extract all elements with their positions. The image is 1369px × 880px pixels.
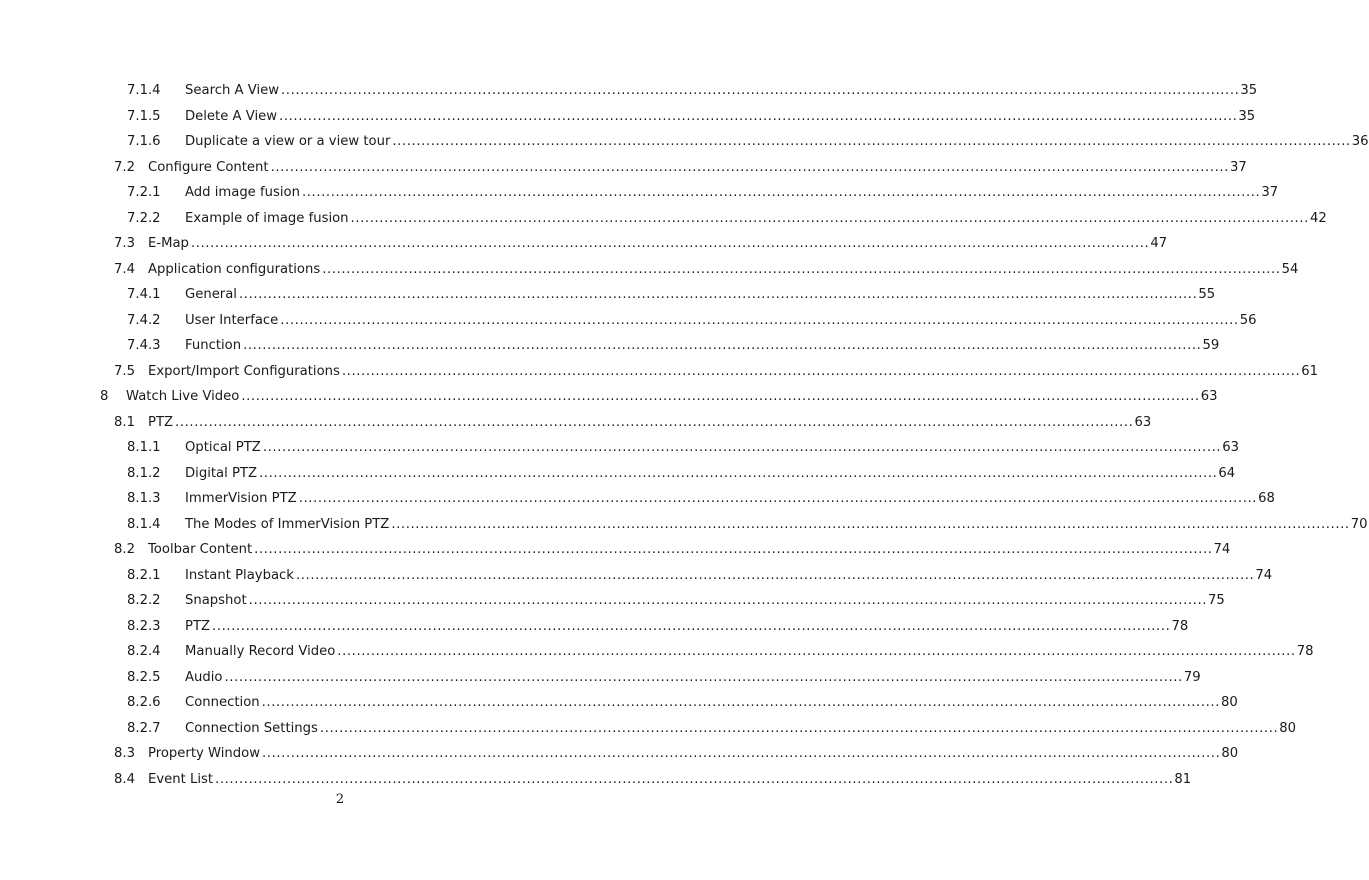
toc-entry-title[interactable]: Export/Import Configurations [148,363,340,379]
toc-dot-leader: ........................................................................................................................................................................................................ [261,695,1221,710]
toc-entry[interactable] [0,129,1369,155]
toc-entry-title[interactable]: Duplicate a view or a view tour [185,134,391,149]
toc-entry[interactable] [0,257,1299,283]
toc-entry-number: 7.1.5 [127,108,161,124]
toc-entry-number: 7.3 [114,236,135,251]
toc-entry-line[interactable] [185,333,1220,359]
toc-dot-leader: ........................................................................................................................................................................................................ [270,159,1229,175]
toc-entry-line[interactable] [185,180,1279,206]
toc-entry-number: 8.1.3 [127,491,161,506]
toc-entry-line[interactable] [185,716,1297,742]
toc-dot-leader: ........................................................................................................................................................................................................ [350,210,1309,226]
page-number: 2 [335,792,345,807]
toc-entry-line[interactable] [185,486,1275,512]
toc-entry-number: 7.5 [114,363,135,379]
toc-entry[interactable] [0,435,1239,461]
toc-dot-leader: ........................................................................................................................................................................................................ [215,771,1174,787]
toc-entry-page: 47 [1150,236,1168,251]
toc-entry-line[interactable] [185,129,1369,155]
toc-entry-number: 8.1.4 [127,516,161,532]
table-of-contents [0,78,1369,792]
toc-entry-page: 74 [1255,567,1273,583]
toc-entry[interactable] [0,104,1256,130]
toc-entry-title[interactable]: PTZ [185,618,211,634]
toc-dot-leader: ........................................................................................................................................................................................................ [212,618,1171,634]
toc-entry-line[interactable] [185,104,1256,130]
toc-dot-leader: ........................................................................................................................................................................................................ [319,720,1279,736]
toc-entry-line[interactable] [185,206,1327,232]
toc-entry-page: 42 [1309,210,1327,226]
toc-entry-title[interactable]: Snapshot [185,593,247,608]
toc-entry-title[interactable]: Toolbar Content [148,542,253,557]
toc-entry-line[interactable] [185,665,1201,691]
toc-dot-leader: ........................................................................................................................................................................................................ [238,287,1198,302]
toc-entry-number: 8.1.2 [127,465,161,481]
toc-dot-leader: ........................................................................................................................................................................................................ [301,185,1261,200]
toc-entry-line[interactable] [185,639,1314,665]
toc-entry[interactable] [0,767,1192,793]
toc-entry-page: 78 [1296,644,1314,659]
toc-entry-title[interactable]: Instant Playback [185,567,294,583]
toc-entry-line[interactable] [126,384,1218,410]
toc-entry-title[interactable]: Function [185,338,242,353]
toc-entry-line[interactable] [185,78,1258,104]
toc-entry-page: 64 [1218,465,1236,481]
toc-entry[interactable] [0,614,1189,640]
toc-entry[interactable] [0,359,1319,385]
toc-dot-leader: ........................................................................................................................................................................................................ [391,516,1350,532]
toc-entry-page: 35 [1238,108,1256,124]
toc-entry-title[interactable]: Delete A View [185,108,278,124]
toc-entry-number: 8.2.5 [127,669,161,685]
toc-entry[interactable] [0,206,1327,232]
toc-entry-number: 8.1 [114,414,135,430]
toc-entry-number: 7.4.2 [127,312,161,328]
toc-dot-leader: ........................................................................................................................................................................................................ [295,567,1255,583]
toc-entry-page: 79 [1183,669,1201,685]
toc-entry[interactable] [0,639,1314,665]
toc-dot-leader: ........................................................................................................................................................................................................ [190,236,1150,251]
toc-entry-title[interactable]: Add image fusion [185,185,300,200]
toc-entry-title[interactable]: E-Map [148,236,189,251]
toc-entry[interactable] [0,741,1239,767]
toc-dot-leader: ........................................................................................................................................................................................................ [298,491,1258,506]
toc-dot-leader: ........................................................................................................................................................................................................ [262,746,1221,761]
toc-dot-leader: ........................................................................................................................................................................................................ [175,414,1134,430]
toc-entry-line[interactable] [185,588,1225,614]
toc-entry-page: 78 [1171,618,1189,634]
toc-entry-page: 80 [1279,720,1297,736]
toc-entry-number: 8.3 [114,746,135,761]
toc-entry-page: 81 [1174,771,1192,787]
toc-entry-page: 37 [1229,159,1247,175]
toc-entry-title[interactable]: Example of image fusion [185,210,349,226]
toc-entry-title[interactable]: Configure Content [148,159,269,175]
toc-entry[interactable] [0,384,1218,410]
toc-entry[interactable] [0,588,1225,614]
toc-entry-line[interactable] [148,741,1239,767]
toc-entry-number: 7.4 [114,261,135,277]
toc-entry[interactable] [0,563,1273,589]
toc-entry-number: 7.4.1 [127,287,161,302]
toc-dot-leader: ........................................................................................................................................................................................................ [243,338,1202,353]
toc-entry-title[interactable]: Event List [148,771,214,787]
toc-entry-page: 70 [1350,516,1368,532]
toc-entry-page: 80 [1221,695,1238,710]
toc-entry-title[interactable]: User Interface [185,312,279,328]
toc-entry-page: 74 [1213,542,1231,557]
toc-entry-line[interactable] [148,767,1192,793]
toc-dot-leader: ........................................................................................................................................................................................................ [248,593,1208,608]
toc-entry-title[interactable]: Property Window [148,746,260,761]
toc-entry-line[interactable] [185,690,1238,716]
toc-dot-leader: ........................................................................................................................................................................................................ [262,440,1222,455]
toc-dot-leader: ........................................................................................................................................................................................................ [279,108,1238,124]
toc-entry-title[interactable]: Optical PTZ [185,440,261,455]
toc-entry-title[interactable]: Watch Live Video [126,389,240,404]
toc-entry[interactable] [0,486,1275,512]
toc-dot-leader: ........................................................................................................................................................................................................ [259,465,1218,481]
toc-entry-line[interactable] [148,231,1168,257]
toc-entry-page: 80 [1221,746,1239,761]
toc-dot-leader: ........................................................................................................................................................................................................ [392,134,1351,149]
toc-entry-line[interactable] [148,359,1319,385]
toc-entry-number: 8.4 [114,771,135,787]
toc-entry-page: 54 [1281,261,1299,277]
toc-dot-leader: ........................................................................................................................................................................................................ [224,669,1183,685]
toc-entry-page: 59 [1202,338,1220,353]
toc-entry[interactable] [0,155,1247,181]
toc-entry[interactable] [0,665,1201,691]
toc-entry-page: 61 [1301,363,1319,379]
toc-entry-title[interactable]: Audio [185,669,223,685]
toc-entry-title[interactable]: Connection [185,695,260,710]
toc-entry[interactable] [0,512,1368,538]
toc-dot-leader: ........................................................................................................................................................................................................ [337,644,1296,659]
toc-entry-title[interactable]: ImmerVision PTZ [185,491,297,506]
toc-entry-number: 8.2.7 [127,720,161,736]
toc-entry[interactable] [0,333,1220,359]
toc-entry-title[interactable]: General [185,287,237,302]
toc-entry-number: 7.2.2 [127,210,161,226]
toc-entry-line[interactable] [148,410,1152,436]
toc-entry-line[interactable] [185,563,1273,589]
toc-entry-page: 36 [1351,134,1369,149]
toc-dot-leader: ........................................................................................................................................................................................................ [241,389,1200,404]
toc-entry-line[interactable] [185,512,1368,538]
toc-entry-number: 7.2 [114,159,135,175]
toc-entry-page: 68 [1258,491,1275,506]
toc-entry-line[interactable] [185,614,1189,640]
toc-entry-title[interactable]: Manually Record Video [185,644,336,659]
toc-dot-leader: ........................................................................................................................................................................................................ [280,312,1239,328]
toc-entry-page: 55 [1198,287,1216,302]
toc-entry-title[interactable]: The Modes of ImmerVision PTZ [185,516,390,532]
toc-entry-page: 56 [1239,312,1257,328]
toc-entry[interactable] [0,461,1236,487]
toc-entry-page: 75 [1208,593,1225,608]
toc-entry-line[interactable] [148,537,1231,563]
toc-entry[interactable] [0,78,1258,104]
toc-entry-title[interactable]: PTZ [148,414,174,430]
toc-entry-number: 8.2.6 [127,695,161,710]
toc-entry-number: 8.2 [114,542,135,557]
toc-entry-line[interactable] [185,435,1239,461]
toc-dot-leader: ........................................................................................................................................................................................................ [322,261,1281,277]
toc-entry[interactable] [0,716,1297,742]
toc-entry[interactable] [0,282,1216,308]
toc-entry-line[interactable] [185,308,1257,334]
toc-dot-leader: ........................................................................................................................................................................................................ [254,542,1213,557]
toc-entry-title[interactable]: Application configurations [148,261,321,277]
toc-entry-number: 8.2.1 [127,567,161,583]
toc-entry-page: 37 [1261,185,1279,200]
toc-entry-number: 8.2.4 [127,644,161,659]
toc-entry-number: 8 [100,389,109,404]
toc-entry-page: 63 [1200,389,1218,404]
toc-entry-number: 7.1.6 [127,134,161,149]
toc-entry-number: 7.1.4 [127,83,161,98]
toc-entry-title[interactable]: Connection Settings [185,720,318,736]
toc-entry[interactable] [0,410,1152,436]
toc-entry-number: 7.4.3 [127,338,161,353]
toc-entry-page: 35 [1240,83,1258,98]
toc-entry-number: 8.1.1 [127,440,161,455]
toc-entry-number: 8.2.2 [127,593,161,608]
toc-entry-line[interactable] [185,282,1216,308]
toc-entry-page: 63 [1134,414,1152,430]
toc-entry-line[interactable] [185,461,1236,487]
toc-entry-number: 7.2.1 [127,185,161,200]
toc-entry[interactable] [0,308,1257,334]
toc-entry-line[interactable] [148,155,1247,181]
toc-entry[interactable] [0,690,1238,716]
toc-dot-leader: ........................................................................................................................................................................................................ [281,83,1240,98]
toc-entry-line[interactable] [148,257,1299,283]
toc-entry-number: 8.2.3 [127,618,161,634]
toc-entry-title[interactable]: Search A View [185,83,280,98]
toc-entry[interactable] [0,231,1168,257]
toc-entry-title[interactable]: Digital PTZ [185,465,258,481]
toc-entry-page: 63 [1222,440,1239,455]
toc-dot-leader: ........................................................................................................................................................................................................ [341,363,1301,379]
toc-entry[interactable] [0,537,1231,563]
toc-entry[interactable] [0,180,1279,206]
